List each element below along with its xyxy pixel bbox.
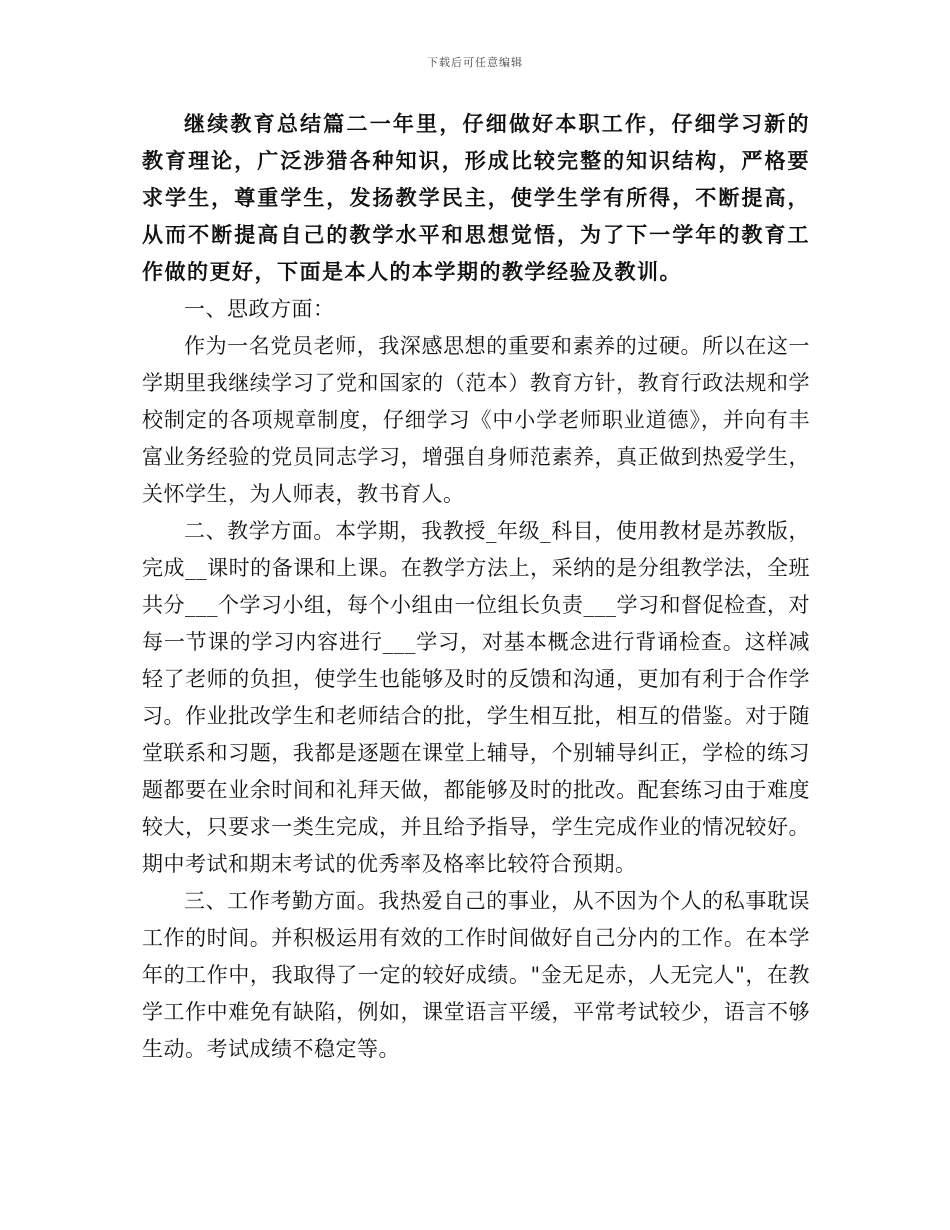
document-body — [142, 106, 810, 1068]
intro-paragraph: 继续教育总结篇二一年里，仔细做好本职工作，仔细学习新的教育理论，广泛涉猎各种知识，形成比较完整的知识结构，严格要求学生，尊重学生，发扬教学民主，使学生学有所得，不断提高，从而不断提高自己的教学水平和思想觉悟，为了下一学年的教育工作做的更好，下面是本人的本学期的教学经验及教训。 — [142, 112, 810, 284]
section2-paragraph: 二、教学方面。本学期，我教授_年级_科目，使用教材是苏教版，完成__课时的备课和上课。在教学方法上，采纳的是分组教学法，全班共分___个学习小组，每个小组由一位组长负责___学习和督促检查，对每一节课的学习内容进行___学习，对基本概念进行背诵检查。这样减轻了老师的负担，使学生也能够及时的反馈和沟通，更加有利于合作学习。作业批改学生和老师结合的批，学生相互批，相互的借鉴。对于随堂联系和习题，我都是逐题在课堂上辅导，个别辅导纠正，学检的练习题都要在业余时间和礼拜天做，都能够及时的批改。配套练习由于难度较大，只要求一类生完成，并且给予指导，学生完成作业的情况较好。期中考试和期末考试的优秀率及格率比较符合预期。 — [142, 519, 810, 876]
section1-paragraph: 作为一名党员老师，我深感思想的重要和素养的过硬。所以在这一学期里我继续学习了党和国家的（范本）教育方针，教育行政法规和学校制定的各项规章制度，仔细学习《中小学老师职业道德》，并向有丰富业务经验的党员同志学习，增强自身师范素养，真正做到热爱学生，关怀学生，为人师表，教书育人。 — [142, 334, 810, 506]
page-header-note: 下载后可任意编辑 — [427, 56, 523, 69]
section3-paragraph: 三、工作考勤方面。我热爱自己的事业，从不因为个人的私事耽误工作的时间。并积极运用有效的工作时间做好自己分内的工作。在本学年的工作中，我取得了一定的较好成绩。"金无足赤，人无完人"，在教学工作中难免有缺陷，例如，课堂语言平缓，平常考试较少，语言不够生动。考试成绩不稳定等。 — [142, 889, 810, 1061]
section1-heading: 一、思政方面： — [184, 297, 335, 321]
